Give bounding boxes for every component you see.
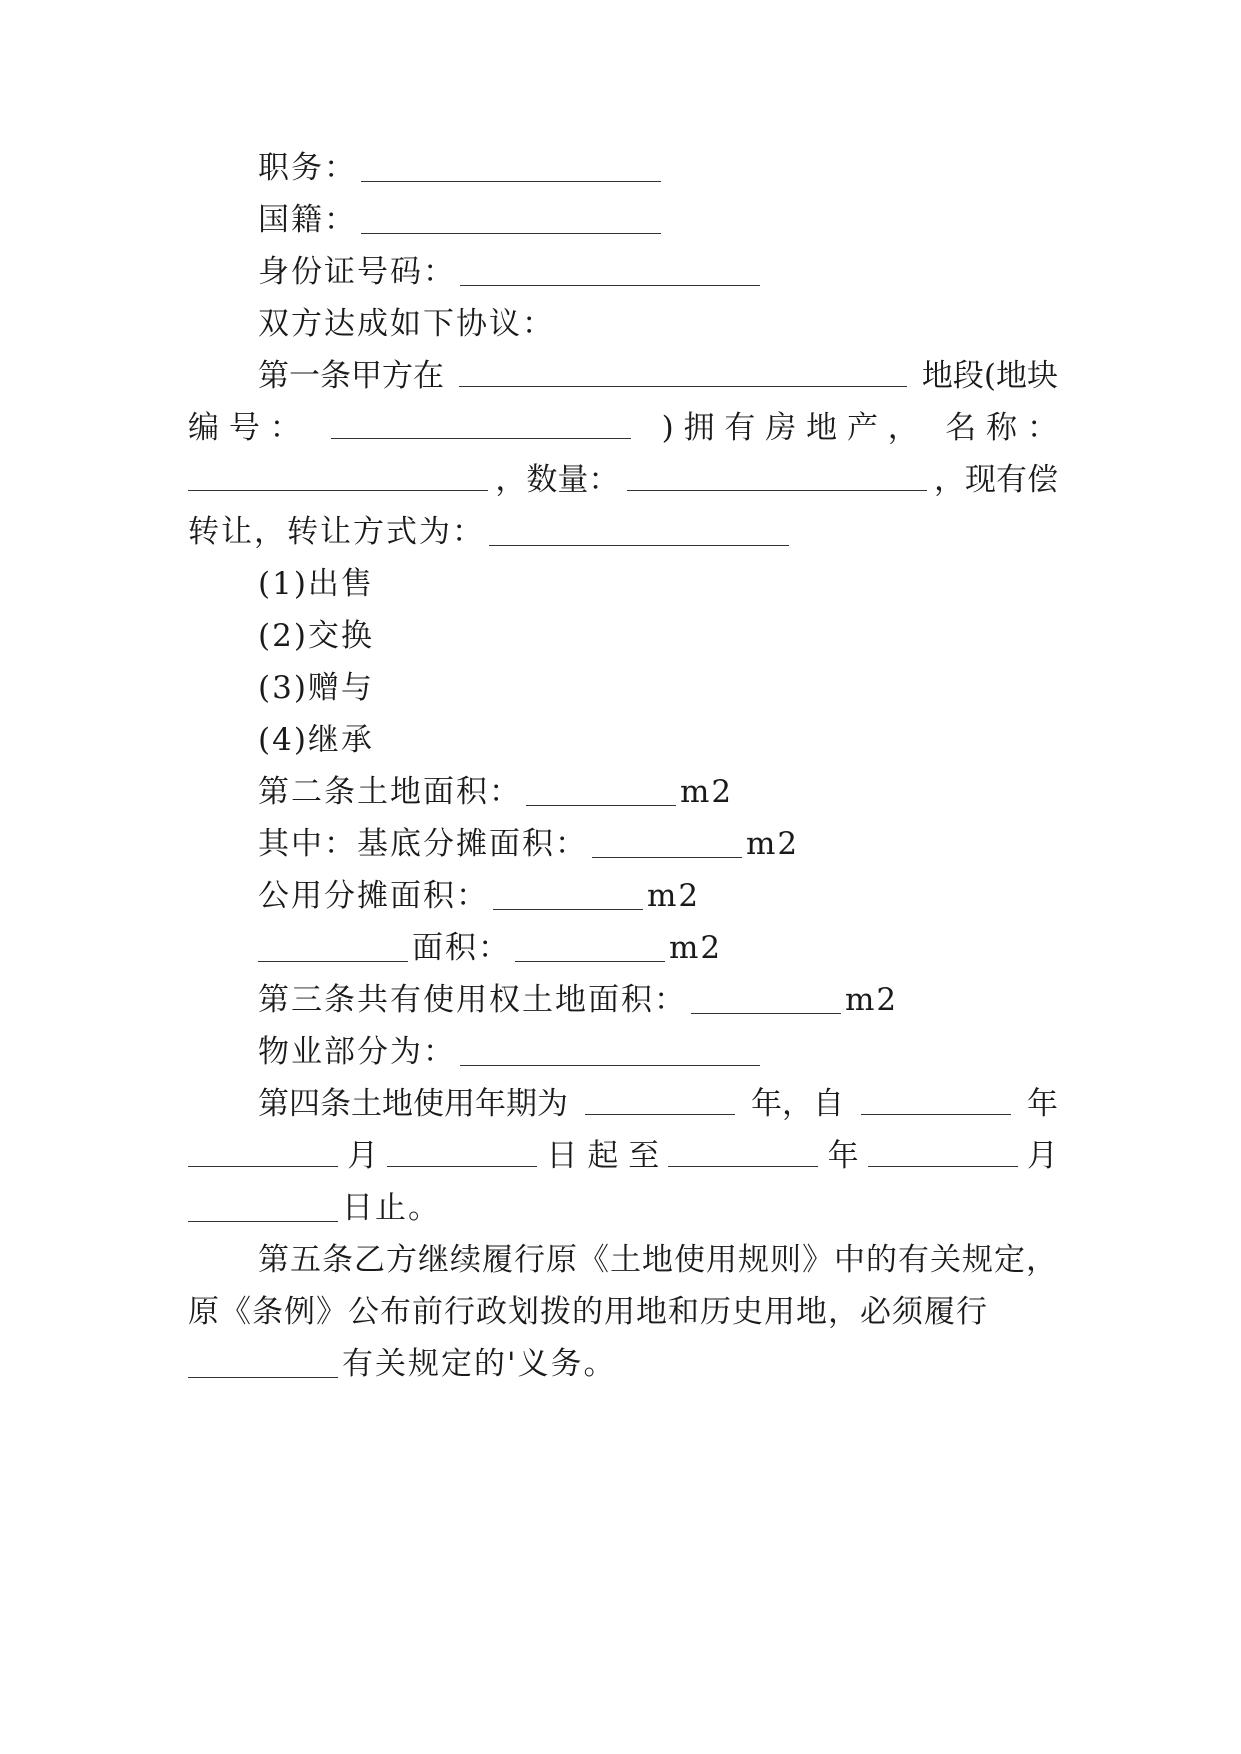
- property-part-label: 物业部分为：: [258, 1034, 456, 1070]
- paid-transfer-text: ，现有偿: [933, 462, 1058, 498]
- shared-area-blank: [691, 983, 841, 1014]
- article-5-line-1: [258, 1240, 1058, 1280]
- article-1-lot-text: 地段(地块: [921, 358, 1058, 394]
- start-month-blank: [188, 1136, 338, 1167]
- end-day-blank: [188, 1191, 338, 1222]
- nationality-label: 国籍：: [258, 202, 357, 238]
- article-1-prefix: 第一条甲方在: [258, 358, 444, 394]
- other-area: [258, 928, 1058, 968]
- transfer-method-label: 转让，转让方式为：: [188, 514, 485, 550]
- property-name-label: 名 称 ：: [945, 410, 1058, 446]
- agreement-intro-text: 双方达成如下协议：: [258, 306, 555, 342]
- agreement-intro: [258, 304, 1058, 344]
- option-2: [258, 616, 1058, 656]
- land-area-label: 第二条土地面积：: [258, 774, 522, 810]
- other-area-label: 面积：: [412, 930, 511, 966]
- shared-area-unit: m2: [845, 982, 899, 1018]
- other-area-type-blank: [258, 931, 408, 962]
- option-3-text: (3)赠与: [258, 670, 374, 706]
- start-year-blank: [861, 1084, 1011, 1115]
- article-1-line-4: [188, 512, 1058, 552]
- property-part-blank: [460, 1035, 760, 1066]
- article-5-line-3: [188, 1344, 1058, 1384]
- quantity-label: ，数量：: [495, 462, 620, 498]
- land-term-blank: [585, 1084, 735, 1115]
- property-part-line: [258, 1032, 1058, 1072]
- land-term-label: 第四条土地使用年期为: [258, 1086, 568, 1122]
- start-day-blank: [387, 1136, 537, 1167]
- option-3: [258, 668, 1058, 708]
- quantity-blank: [627, 460, 927, 491]
- public-share-label: 公用分摊面积：: [258, 878, 489, 914]
- option-4: [258, 720, 1058, 760]
- position-label: 职务：: [258, 150, 357, 186]
- lot-number-blank: [331, 408, 631, 439]
- article-5-line-2: [188, 1292, 1058, 1332]
- option-4-text: (4)继承: [258, 722, 374, 758]
- start-day-until: 日 起 至: [546, 1138, 660, 1174]
- position-blank: [361, 151, 661, 182]
- nationality-line: [258, 200, 1058, 240]
- base-share-label: 其中：基底分摊面积：: [258, 826, 588, 862]
- article-1-line-1: [258, 356, 1058, 396]
- article-1-line-3: [188, 460, 1058, 500]
- end-day-text: 日止。: [342, 1190, 441, 1226]
- end-year-blank: [668, 1136, 818, 1167]
- base-share-unit: m2: [746, 826, 800, 862]
- article-2-land-area: [258, 772, 1058, 812]
- public-share-blank: [493, 879, 643, 910]
- end-year-unit: 年: [827, 1138, 859, 1174]
- public-share-unit: m2: [647, 878, 701, 914]
- article-5-text-2: 原《条例》公布前行政划拨的用地和历史用地，必须履行: [188, 1294, 988, 1330]
- land-area-unit: m2: [680, 774, 734, 810]
- shared-area-label: 第三条共有使用权土地面积：: [258, 982, 687, 1018]
- article-5-text-3: 有关规定的'义务。: [342, 1346, 617, 1382]
- article-4-line-2: [188, 1136, 1058, 1176]
- article-1-line-2: [188, 408, 1058, 448]
- option-2-text: (2)交换: [258, 618, 374, 654]
- land-lot-blank: [459, 356, 907, 387]
- other-area-unit: m2: [669, 930, 723, 966]
- base-share-area: [258, 824, 1058, 864]
- id-number-blank: [460, 255, 760, 286]
- article-3-shared-area: [258, 980, 1058, 1020]
- other-area-blank: [515, 931, 665, 962]
- option-1: [258, 564, 1058, 604]
- option-1-text: (1)出售: [258, 566, 374, 602]
- id-number-line: [258, 252, 1058, 292]
- id-number-label: 身份证号码：: [258, 254, 456, 290]
- nationality-blank: [361, 203, 661, 234]
- article-5-text-1: 第五条乙方继续履行原《土地使用规则》中的有关规定，: [258, 1242, 1058, 1278]
- base-share-blank: [592, 827, 742, 858]
- start-month-unit: 月: [347, 1138, 379, 1174]
- land-area-blank: [526, 775, 676, 806]
- start-year-unit: 年: [1027, 1086, 1058, 1122]
- transfer-method-blank: [489, 515, 789, 546]
- article-4-line-1: [258, 1084, 1058, 1124]
- public-share-area: [258, 876, 1058, 916]
- lot-number-label: 编 号 ：: [188, 410, 301, 446]
- end-month-blank: [868, 1136, 1018, 1167]
- land-term-from: 年，自: [751, 1086, 844, 1122]
- end-month-unit: 月: [1026, 1138, 1058, 1174]
- position-line: [258, 148, 1058, 188]
- owns-property-text: ) 拥 有 房 地 产 ，: [661, 410, 919, 446]
- property-name-blank: [188, 460, 488, 491]
- article-4-line-3: [188, 1188, 1058, 1228]
- article-5-blank: [188, 1347, 338, 1378]
